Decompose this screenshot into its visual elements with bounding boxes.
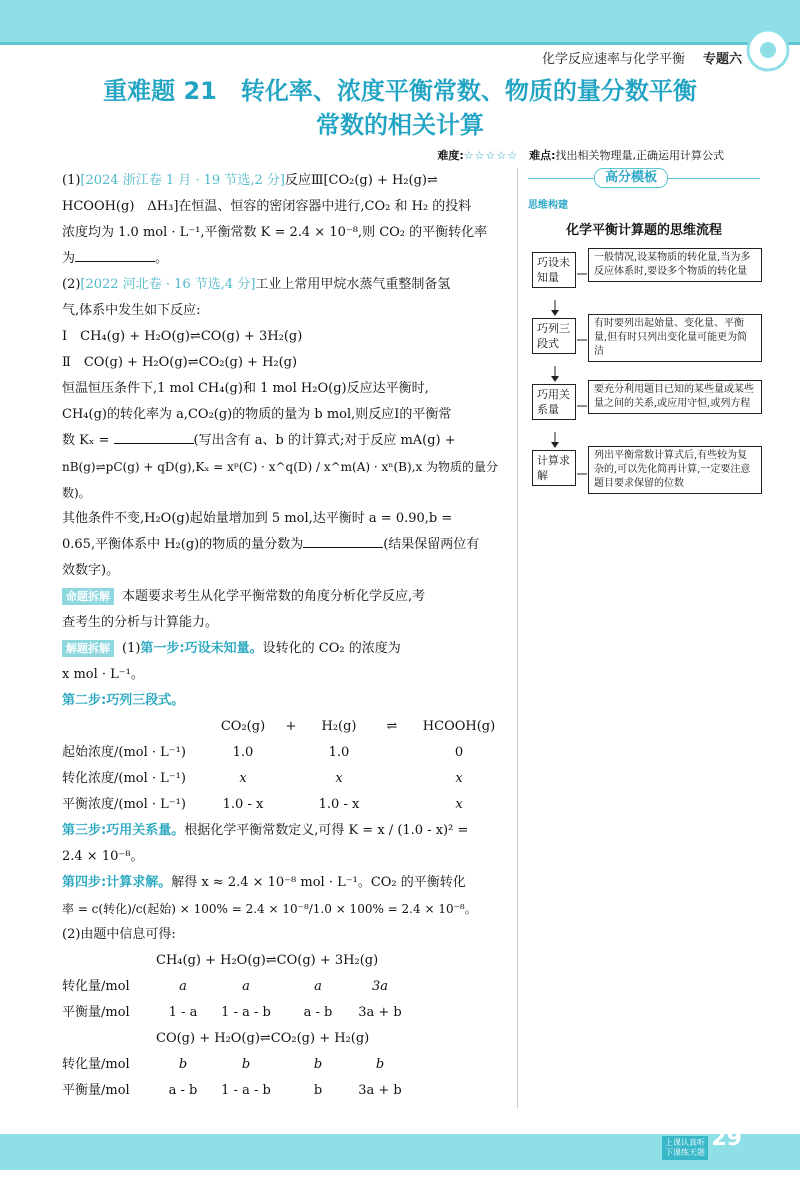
answer-blank [75, 248, 155, 262]
q2-text: 效数字)。 [62, 563, 120, 578]
q2-formula: nB(g)⇌pC(g) + qD(g),Kₓ = xᵖ(C) · x^q(D) / x^m(A) · xⁿ(B),x 为物质的量分数)。 [62, 460, 499, 500]
table-cell: b [313, 1083, 323, 1098]
table-cell: HCOOH(g) [422, 719, 496, 734]
reaction-2: Ⅱ CO(g) + H₂O(g)⇌CO₂(g) + H₂(g) [62, 355, 298, 370]
table-cell: H₂(g) [321, 719, 357, 734]
row-label: 转化浓度/(mol · L⁻¹) [62, 771, 186, 786]
table-cell: 3a [371, 979, 389, 994]
q2-text: 工业上常用甲烷水蒸气重整制备氢 [255, 277, 451, 292]
q2-text: (写出含有 a、b 的计算式;对于反应 mA(g) + [193, 433, 456, 448]
template-badge-label: 高分模板 [594, 168, 668, 188]
flow-step-label: 计算求解 [532, 450, 576, 486]
solution-text: 解得 x ≈ 2.4 × 10⁻⁸ mol · L⁻¹。CO₂ 的平衡转化 [171, 875, 466, 890]
solution-text: 2.4 × 10⁻⁸。 [62, 849, 144, 864]
q1-text: 浓度均为 1.0 mol · L⁻¹,平衡常数 K = 2.4 × 10⁻⁸,则 CO₂ 的平衡转化率 [62, 225, 488, 240]
three-stage-table-1 [62, 714, 504, 818]
table-cell: 1.0 - x [222, 797, 264, 812]
table-cell: 1 - a [168, 1005, 198, 1020]
table-cell: b [313, 1057, 323, 1072]
difficulty-point: 找出相关物理量,正确运用计算公式 [555, 149, 724, 162]
table-cell: a - b [303, 1005, 333, 1020]
analysis-tag: 命题拆解 [62, 588, 114, 605]
table-cell: 1 - a - b [221, 1005, 271, 1020]
solution-text: (1) [122, 641, 141, 656]
table-cell: x [239, 771, 247, 786]
row-label: 转化量/mol [62, 1057, 130, 1072]
difficulty-point-label: 难点: [529, 149, 556, 162]
table-cell: b [241, 1057, 251, 1072]
q2-text: 气,体系中发生如下反应: [62, 303, 201, 318]
table-cell: x [455, 771, 463, 786]
template-badge [528, 168, 760, 188]
flow-step-desc: 列出平衡常数计算式后,有些较为复杂的,可以先化简再计算,一定要注意题目要求保留的位数 [588, 446, 762, 494]
table-cell: x [335, 771, 343, 786]
flowchart-title: 化学平衡计算题的思维流程 [565, 223, 722, 238]
table-cell: 3a + b [358, 1083, 402, 1098]
table-cell: a [179, 979, 187, 994]
solution-text: 根据化学平衡常数定义,可得 K = x / (1.0 - x)² = [184, 823, 469, 838]
q2-text: 数 Kₓ = [62, 433, 110, 448]
q1-text: 为 [62, 251, 76, 266]
running-header [542, 48, 742, 67]
row-label: 平衡量/mol [62, 1005, 130, 1020]
answer-blank [114, 430, 194, 444]
q2-text: 其他条件不变,H₂O(g)起始量增加到 5 mol,达平衡时 a = 0.90,b = [62, 511, 453, 526]
top-stripe [0, 42, 800, 45]
row-label: 转化量/mol [62, 979, 130, 994]
q1-source: [2024 浙江卷 1 月 · 19 节选,2 分] [80, 173, 285, 188]
reaction-equation: CH₄(g) + H₂O(g)⇌CO(g) + 3H₂(g) [156, 953, 379, 968]
top-band [0, 0, 800, 42]
table-cell: 3a + b [358, 1005, 402, 1020]
difficulty-label: 难度: [437, 149, 464, 162]
step-heading: 第二步:巧列三段式。 [62, 693, 185, 708]
page-number: 29 [711, 1126, 742, 1151]
table-cell: 1.0 [328, 745, 350, 760]
three-stage-table-3 [62, 1052, 408, 1104]
q2-text: (结果保留两位有 [383, 537, 480, 552]
solution-text: 率 = c(转化)/c(起始) × 100% = 2.4 × 10⁻⁸/1.0 × 100% = 2.4 × 10⁻⁸。 [62, 902, 477, 916]
table-cell: 0 [454, 745, 464, 760]
q1-text: HCOOH(g) ΔH₃]在恒温、恒容的密闭容器中进行,CO₂ 和 H₂ 的投料 [62, 199, 472, 214]
flow-step-label: 巧设未知量 [532, 252, 576, 288]
flow-step-label: 巧用关系量 [532, 384, 576, 420]
reaction-1: Ⅰ CH₄(g) + H₂O(g)⇌CO(g) + 3H₂(g) [62, 329, 303, 344]
flow-step-desc: 一般情况,设某物质的转化量,当为多反应体系时,要设多个物质的转化量 [588, 248, 762, 282]
solution-tag: 解题拆解 [62, 640, 114, 657]
table-cell: 1.0 [232, 745, 254, 760]
sidebar [528, 168, 760, 568]
flow-step-desc: 有时要列出起始量、变化量、平衡量,但有时只列出变化量可能更为简洁 [588, 314, 762, 362]
table-cell: b [178, 1057, 188, 1072]
table-cell: x [455, 797, 463, 812]
solution-text: x mol · L⁻¹。 [62, 667, 144, 682]
main-column [62, 168, 512, 1104]
table-cell: a [314, 979, 322, 994]
header-section: 化学反应速率与化学平衡 [541, 52, 685, 67]
difficulty-bar [437, 147, 724, 163]
page-title: 重难题 21 转化率、浓度平衡常数、物质的量分数平衡 [103, 77, 697, 105]
row-label: 平衡量/mol [62, 1083, 130, 1098]
column-divider [517, 168, 518, 1108]
table-cell: ⇌ [386, 719, 398, 734]
step-heading: 第四步:计算求解。 [62, 875, 172, 890]
header-topic: 专题六 [702, 52, 742, 67]
q2-number: (2) [62, 277, 81, 292]
table-cell: b [375, 1057, 385, 1072]
answer-blank [303, 534, 383, 548]
table-cell: a - b [168, 1083, 198, 1098]
analysis-text: 查考生的分析与计算能力。 [62, 615, 219, 630]
q1-text: 。 [155, 251, 169, 266]
analysis-text: 本题要求考生从化学平衡常数的角度分析化学反应,考 [122, 589, 426, 604]
footer-slogan: 上课认真听 下课练天题 [662, 1136, 708, 1160]
q2-text: 0.65,平衡体系中 H₂(g)的物质的量分数为 [62, 537, 304, 552]
flowchart [528, 248, 760, 568]
table-cell: 1 - a - b [221, 1083, 271, 1098]
solution-text: 设转化的 CO₂ 的浓度为 [262, 641, 401, 656]
difficulty-stars: ☆☆☆☆☆ [463, 149, 519, 162]
table-cell: + [285, 719, 297, 734]
q1-text: 反应Ⅲ[CO₂(g) + H₂(g)⇌ [284, 173, 438, 188]
step-heading: 第一步:巧设未知量。 [140, 641, 263, 656]
table-cell: a [242, 979, 250, 994]
page-title-line2: 常数的相关计算 [316, 111, 484, 139]
flower-icon [746, 28, 790, 72]
reaction-equation: CO(g) + H₂O(g)⇌CO₂(g) + H₂(g) [156, 1031, 370, 1046]
sidebar-subtitle: 思维构建 [528, 200, 568, 211]
row-label: 平衡浓度/(mol · L⁻¹) [62, 797, 186, 812]
table-cell: 1.0 - x [318, 797, 360, 812]
row-label: 起始浓度/(mol · L⁻¹) [62, 745, 186, 760]
step-heading: 第三步:巧用关系量。 [62, 823, 185, 838]
q2-source: [2022 河北卷 · 16 节选,4 分] [80, 277, 256, 292]
q1-number: (1) [62, 173, 81, 188]
q2-text: 恒温恒压条件下,1 mol CH₄(g)和 1 mol H₂O(g)反应达平衡时, [62, 381, 429, 396]
table-cell: CO₂(g) [220, 719, 266, 734]
q2-text: CH₄(g)的转化率为 a,CO₂(g)的物质的量为 b mol,则反应Ⅰ的平衡常 [62, 407, 452, 422]
flow-step-label: 巧列三段式 [532, 318, 576, 354]
solution-text: (2)由题中信息可得: [62, 927, 176, 942]
flow-step-desc: 要充分利用题目已知的某些量或某些量之间的关系,或应用守恒,或列方程 [588, 380, 762, 414]
three-stage-table-2 [62, 974, 408, 1026]
